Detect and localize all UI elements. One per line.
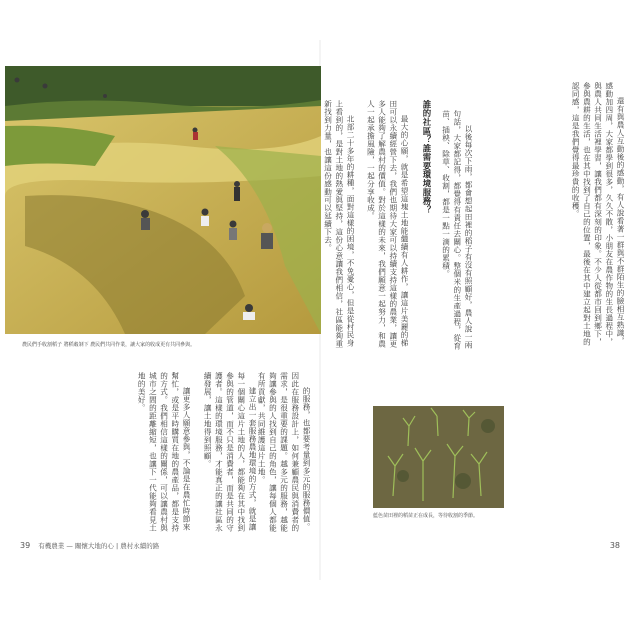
text-column-lower-1 [257,372,312,532]
paragraph: 建立出一套服務農地環境的方式，就是讓每一個關心這片土地的人，都能夠在其中找到參與的管道，而不只是消費者，而是共同的守護者。這樣的環境服務，才能真正的讓社區永續發展，讓土地得到照顧。 [203,372,257,532]
text-column-lower-3 [120,372,192,532]
text-column-mid-2 [323,100,356,350]
paragraph: 最大的心願，就是希望這塊土地能繼續有人耕作，讓這片美麗的梯田可以永續經營下去，我們也期待大家可以持續支持這樣的農業，讓更多人能夠了解農村的價值。對於這樣的未來，我們願意一起努力，和農人一起承擔風險，一起分享收成。 [366,100,409,348]
section-title-column [412,100,436,350]
text-column-top-right-2 [440,110,474,350]
paragraph: 還有與農人互動後的感動，有人說看著一群與不群陌生的臉相互熟識，感動加四周，大家都學到很多，久久不散，小朋友在農作物的生長過程中，與農人共同生活裡學習，讓我們都有深刻的印象。不少人從都市回到鄉下，參與農耕的生活，也在其中找到了自己的位置，最後在其中建立起對土地的認同感，這是我們覺得最珍貴的收穫。 [571,82,625,346]
main-photo-caption: 農民們手收割稻子 將稻穀剝下 農民們共同作業，讓大家的收成更有共同參與。 [22,342,196,348]
right-page-number: 38 [609,541,620,550]
paragraph: 北部二十多年的耕種，面對這樣的困境，不免憂心，但是從村民身上看到的，是對土地的熱愛與堅持，這份心意讓我們相信，社區能夠重新找到力量，也讓這份感動可以延續下去。 [323,100,355,348]
paragraph: 以後每次下雨，都會想起田裡的稻子有沒有照顧好，農人說一兩句話，大家都記得，都覺得有責任去關心。整個米的生產過程，從育苗、插秧、除草、收割，都是一點一滴的累積。 [441,110,473,350]
paragraph: 讓更多人願意參與，不論是在農忙時節來幫忙，或是平時購買在地的農產品，都是支持的方式。我們相信這樣的關係，可以讓農村與城市之間的距離縮短，也讓下一代能夠看見土地的美好。 [137,372,191,532]
paragraph: 的服務，也都要考量到多元的服務價值。因此在服務設計上，如何兼顧農民與消費者的需求，是很重要的課題。越多元的服務，越能夠讓參與的人找到自己的角色，讓每個人都能有所貢獻，共同維護這片土地。 [257,372,311,532]
left-page-number: 39 [20,541,31,550]
small-photo-caption: 藍色苗田裡的稻苗正在成長，等待收割的季節。 [373,513,479,519]
rice-terrace-harvest-photo [5,66,321,334]
rice-seedling-photo [373,406,504,508]
running-head: 有機農業 — 關懷大地的心 | 農村永續的路 [38,542,160,550]
section-heading: 誰的社區？誰需要環境服務？ [422,100,432,215]
text-column-top-right [476,82,626,352]
left-folio [20,541,159,550]
text-column-mid [358,100,410,350]
text-column-lower-2 [196,372,258,532]
